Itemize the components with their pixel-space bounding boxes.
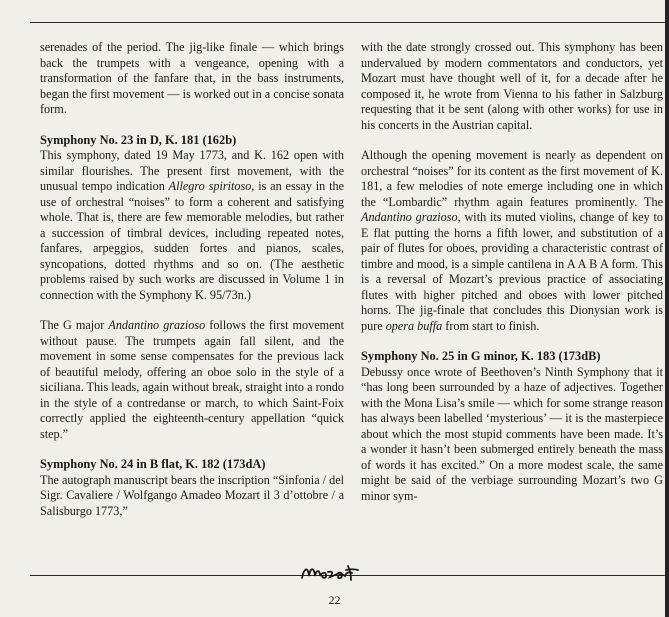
page-number: 22 (328, 593, 341, 607)
top-rule (30, 22, 669, 23)
paragraph: The autograph manuscript bears the inscription “Sinfonia / del Sigr. Cavaliere / Wolfgango Amadeo Mozart il 3 d’ottobre / a Salisburgo 1773,” (40, 472, 344, 518)
heading-symphony-24: Symphony No. 24 in B flat, K. 182 (173dA) (40, 457, 266, 471)
paragraph: This symphony, dated 19 May 1773, and K. 162 open with similar flourishes. The present first movement, with the unusual tempo indication Allegro spiritoso, is an essay in the use of orchestral “noises” to form a coherent and satisfying whole. That is, there are few memorable melodies, but rather a succession of timbral devices, including repeated notes, fanfares, arpeggios, sudden fortes and pianos, scales, syncopations, dotted rhythms and so on. (The aesthetic problems raised by such works are discussed in Volume 1 in connection with the Symphony K. 95/73n.) (40, 148, 344, 302)
heading-symphony-25: Symphony No. 25 in G minor, K. 183 (173dB) (361, 349, 601, 363)
mozart-signature-logo (296, 558, 376, 586)
paragraph: with the date strongly crossed out. This symphony has been undervalued by modern commentators and conductors, yet Mozart must have thought well of it, for a decade after he composed it, he wrote from Vienna to his father in Salzburg requesting that it be sent (along with other works) for use in his concerts in the Austrian capital. (361, 40, 663, 132)
right-column (361, 40, 663, 519)
paragraph: serenades of the period. The jig-like finale — which brings back the trumpets with a vengeance, opening with a transformation of the fanfare that, in the bass instruments, began the first movement — is worked out in a concise sonata form. (40, 40, 344, 116)
heading-symphony-23: Symphony No. 23 in D, K. 181 (162b) (40, 132, 237, 147)
left-column (40, 40, 344, 534)
paragraph: Although the opening movement is nearly as dependent on orchestral “noises” for its content as the first movement of K. 181, a few melodies of note emerge including one in which the “Lombardic” rhythm again features prominently. The Andantino grazioso, with its muted violins, change of key to E flat putting the horns a fifth lower, and substitution of a pair of flutes for oboes, providing a characteristic contrast of timbre and mood, is a simple cantilena in A A B A form. This is a reversal of Mozart’s previous practice of associating flutes with higher pitched and oboes with lower pitched horns. The jig-finale that concludes this Dionysian work is pure opera buffa from start to finish. (361, 148, 663, 333)
page-edge-shadow (665, 0, 669, 617)
paragraph: The G major Andantino grazioso follows the first movement without pause. The trumpets again fall silent, and the movement in some sense compensates for the previous lack of beautiful melody, offering an oboe solo in the style of a siciliana. This leads, again without break, straight into a rondo in the style of a contredanse or march, to which Saint-Foix correctly applied the eighteenth-century appellation “quick step.” (40, 318, 344, 441)
paragraph: Debussy once wrote of Beethoven’s Ninth Symphony that it “has long been surrounded by a haze of adjectives. Together with the Mona Lisa’s smile — which for some strange reason has always been labelled ‘mysterious’ — it is the masterpiece about which the most stupid comments have been made. It’s a wonder it hasn’t been submerged entirely beneath the mass of words it has excited.” On a more modest scale, the same might be said of the verbiage surrounding Mozart’s two G minor sym- (361, 364, 663, 503)
